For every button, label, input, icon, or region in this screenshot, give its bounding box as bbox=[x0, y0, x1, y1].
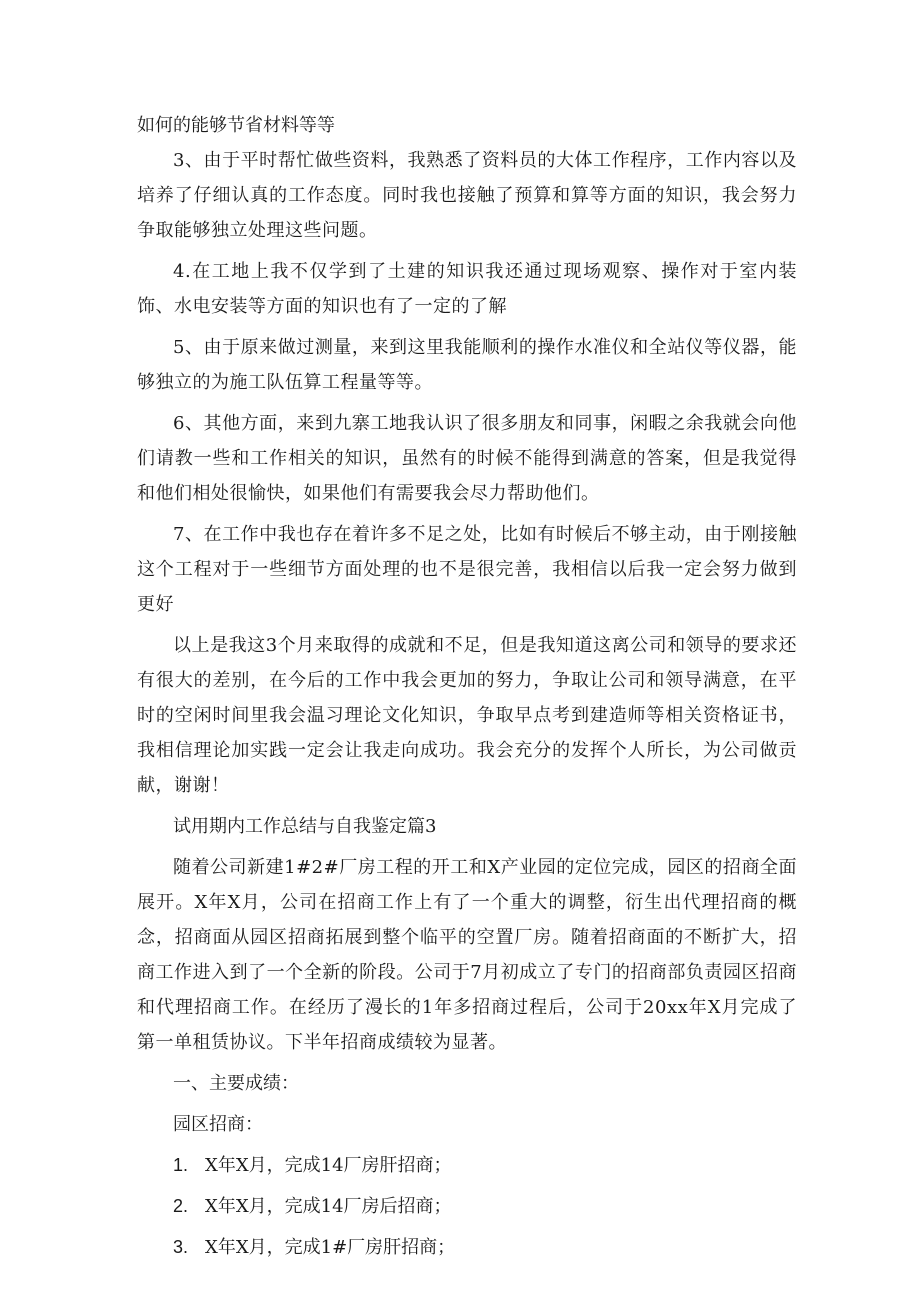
list-text: X年X月，完成1#厂房肝招商； bbox=[205, 1237, 456, 1258]
paragraph-item-4: 4.在工地上我不仅学到了土建的知识我还通过现场观察、操作对于室内装饰、水电安装等方面的知识也有了一定的了解 bbox=[137, 261, 797, 317]
paragraph-item-7: 7、在工作中我也存在着许多不足之处，比如有时候后不够主动，由于刚接触这个工程对于一些细节方面处理的也不是很完善，我相信以后我一定会努力做到更好 bbox=[137, 524, 797, 615]
document-page bbox=[137, 108, 797, 1271]
paragraph-item-6: 6、其他方面，来到九寨工地我认识了很多朋友和同事，闲暇之余我就会向他们请教一些和工作相关的知识，虽然有的时候不能得到满意的答案，但是我觉得和他们相处很愉快，如果他们有需要我会尽力帮助他们。 bbox=[137, 413, 797, 504]
section-title: 试用期内工作总结与自我鉴定篇3 bbox=[173, 816, 437, 837]
paragraph-item-5: 5、由于原来做过测量，来到这里我能顺利的操作水准仪和全站仪等仪器，能够独立的为施工队伍算工程量等等。 bbox=[137, 337, 797, 393]
continuation-line: 如何的能够节省材料等等 bbox=[137, 115, 335, 136]
list-item bbox=[137, 1230, 797, 1265]
list-number: 1. bbox=[173, 1155, 189, 1175]
list-number: 3. bbox=[173, 1237, 189, 1257]
list-number: 2. bbox=[173, 1196, 189, 1216]
summary-paragraph: 以上是我这3个月来取得的成就和不足，但是我知道这离公司和领导的要求还有很大的差别，在今后的工作中我会更加的努力，争取让公司和领导满意，在平时的空闲时间里我会温习理论文化知识，争取早点考到建造师等相关资格证书，我相信理论加实践一定会让我走向成功。我会充分的发挥个人所长，为公司做贡献，谢谢！ bbox=[137, 635, 797, 796]
paragraph-item-3: 3、由于平时帮忙做些资料，我熟悉了资料员的大体工作程序，工作内容以及培养了仔细认真的工作态度。同时我也接触了预算和算等方面的知识，我会努力争取能够独立处理这些问题。 bbox=[137, 150, 797, 241]
subheading-park-investment: 园区招商： bbox=[173, 1114, 263, 1135]
heading-main-achievements: 一、主要成绩： bbox=[173, 1073, 299, 1094]
list-text: X年X月，完成14厂房肝招商； bbox=[205, 1155, 452, 1176]
section-paragraph: 随着公司新建1#2#厂房工程的开工和X产业园的定位完成，园区的招商全面展开。X年X月，公司在招商工作上有了一个重大的调整，衍生出代理招商的概念，招商面从园区招商拓展到整个临平的空置厂房。随着招商面的不断扩大，招商工作进入到了一个全新的阶段。公司于7月初成立了专门的招商部负责园区招商和代理招商工作。在经历了漫长的1年多招商过程后，公司于20xx年X月完成了第一单租赁协议。下半年招商成绩较为显著。 bbox=[137, 857, 797, 1053]
list-item bbox=[137, 1148, 797, 1183]
list-item bbox=[137, 1189, 797, 1224]
list-text: X年X月，完成14厂房后招商； bbox=[205, 1196, 452, 1217]
